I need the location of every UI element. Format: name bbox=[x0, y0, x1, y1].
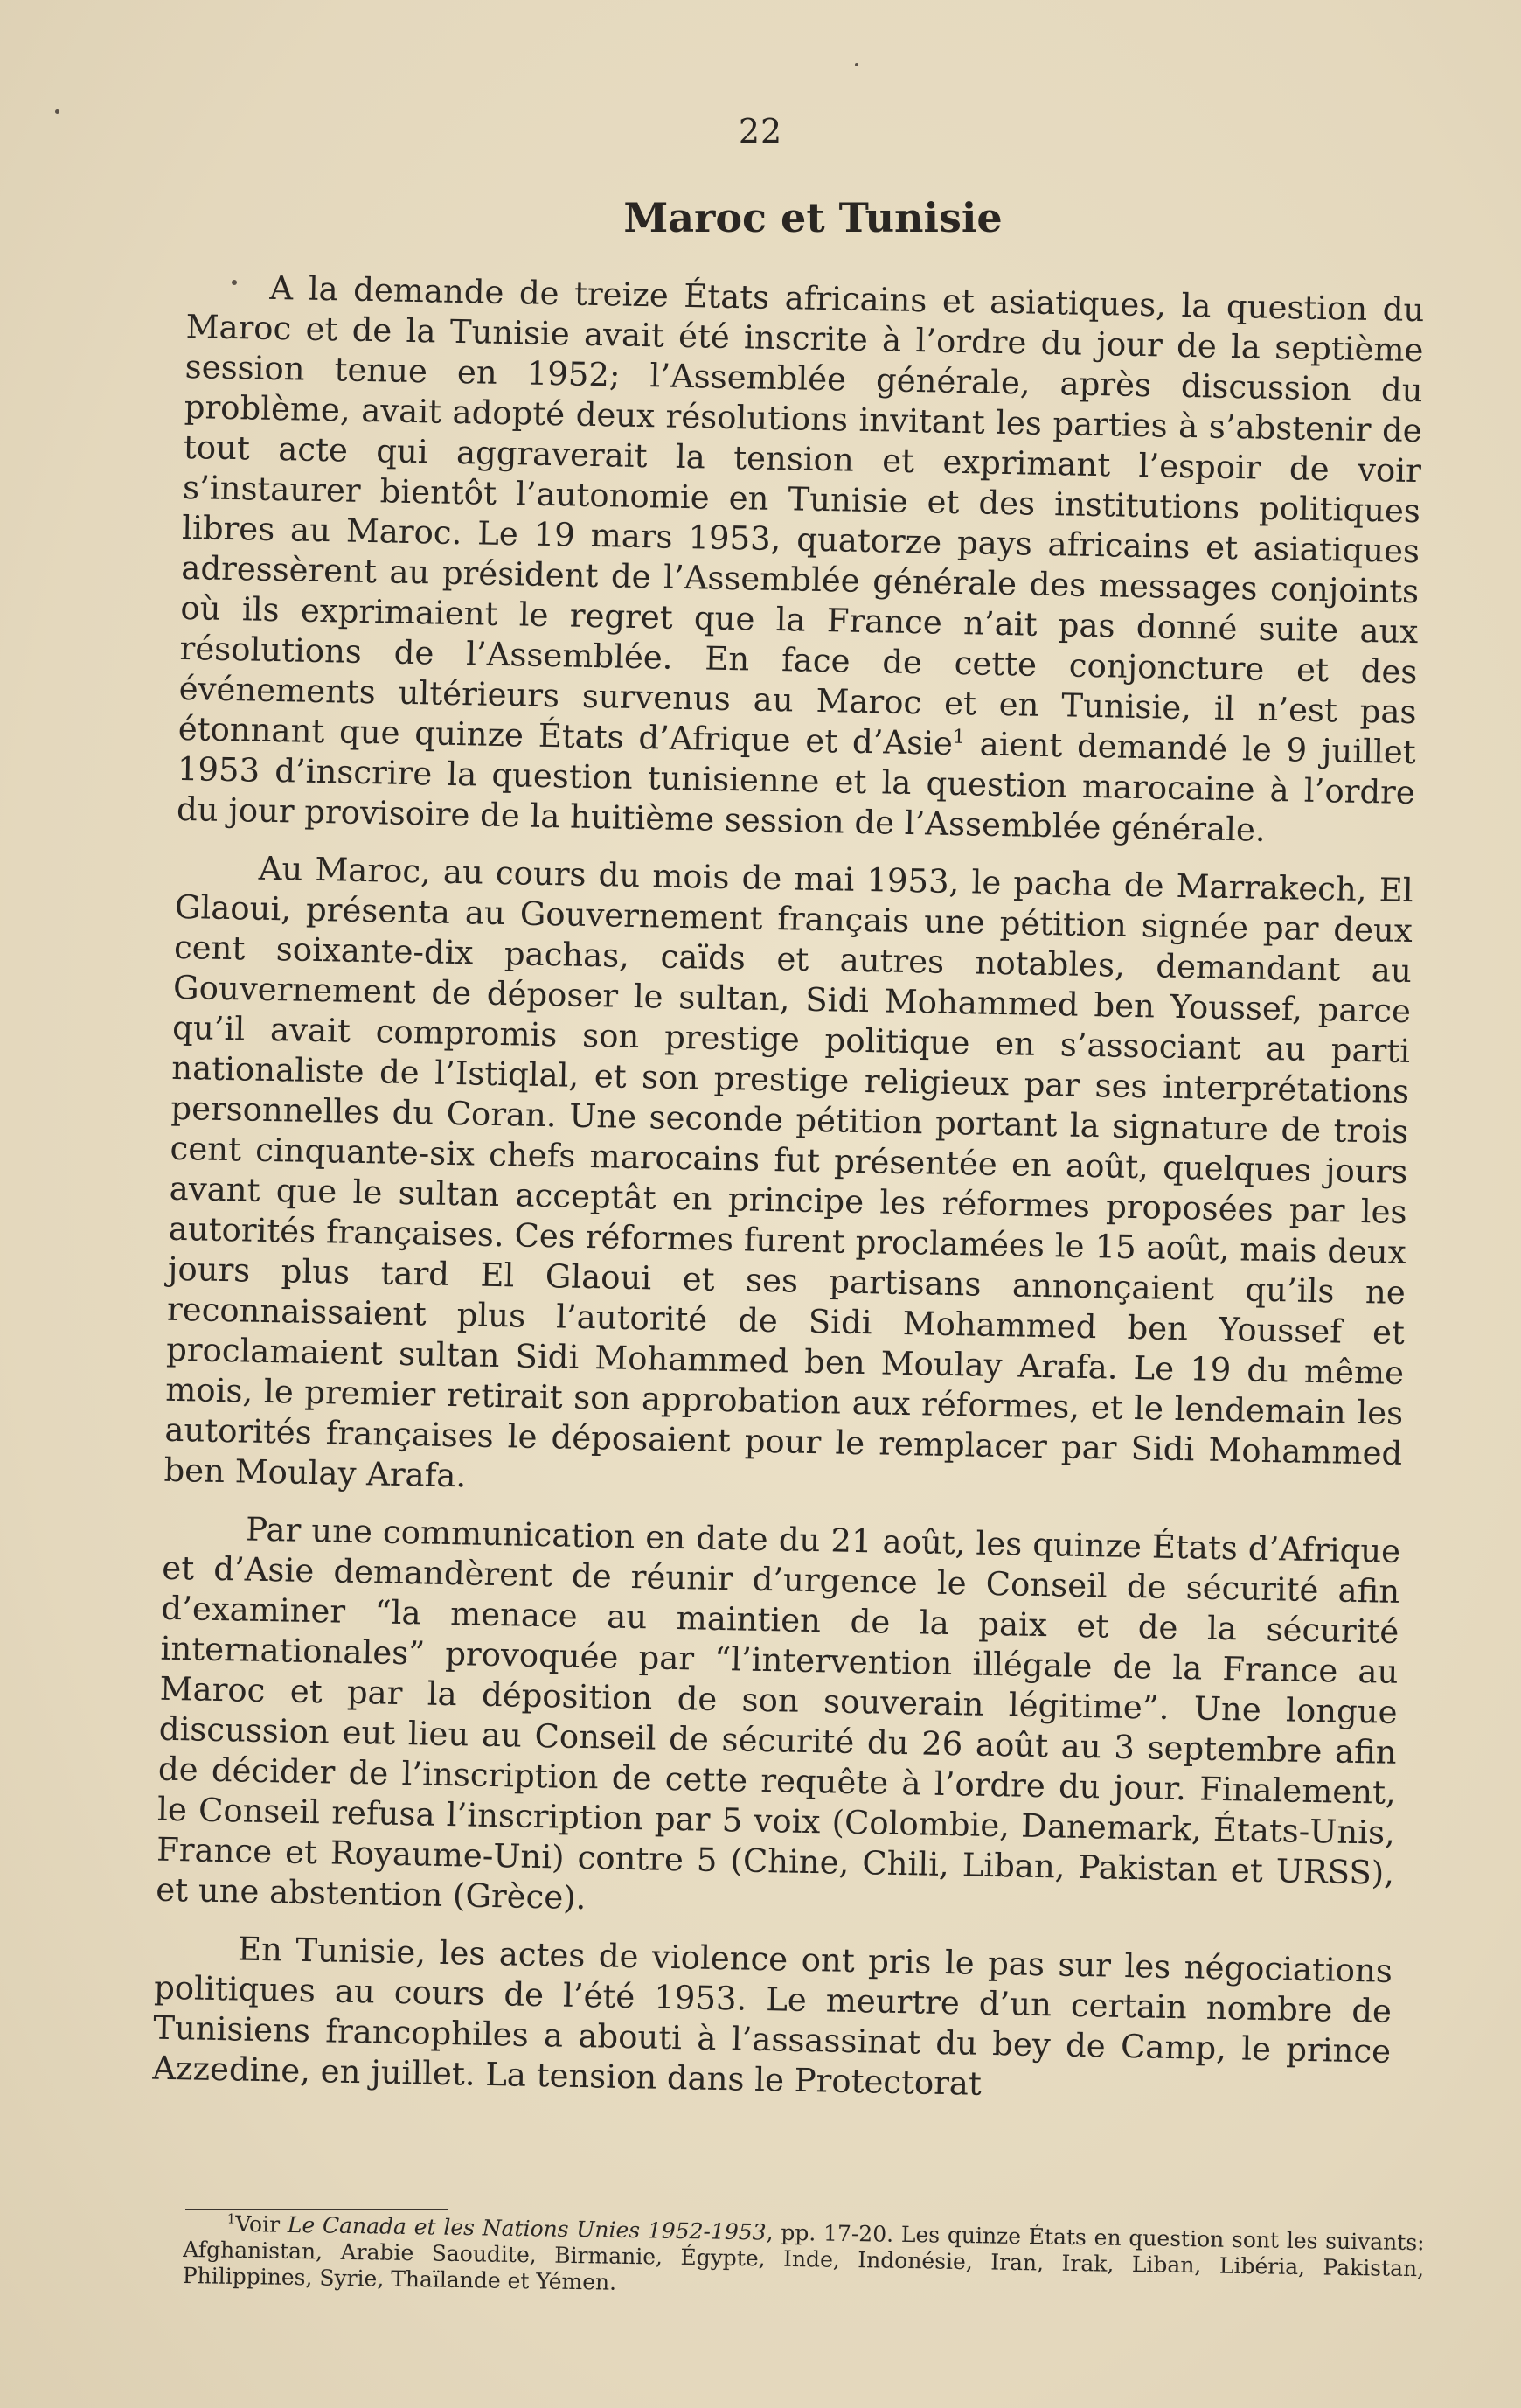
paragraph-1-text: A la demande de treize États africains et asiatiques, la question du Maroc et de la Tunisie avait été inscrite à l’ordre du jour de la septième session tenue en 1952; l’Assemblée générale, après discussion du problème, avait adopté deux résolutions invitant les parties à s’abstenir de tout acte qui aggraverait la tension et exprimant l’espoir de voir s’instaurer bientôt l’autonomie en Tunisie et des institutions politiques libres au Maroc. Le 19 mars 1953, quatorze pays africains et asiatiques adressèrent au président de l’Assemblée générale des messages conjoints où ils exprimaient le regret que la France n’ait pas donné suite aux résolutions de l’Assemblée. En face de cette conjoncture et des événements ultérieurs survenus au Maroc et en Tunisie, il n’est pas étonnant que quinze États d’Afrique et d’Asie bbox=[177, 268, 1425, 762]
paragraph-3: Par une communication en date du 21 août, les quinze États d’Afrique et d’Asie demandèrent de réunir d’urgence le Conseil de sécurité afin d’examiner “la menace au maintien de la paix et de la sécurité internationales” provoquée par “l’intervention illégale de la France au Maroc et par la déposition de son souverain légitime”. Une longue discussion eut lieu au Conseil de sécurité du 26 août au 3 septembre afin de décider de l’inscription de cette requête à l’ordre du jour. Finalement, le Conseil refusa l’inscription par 5 voix (Colombie, Danemark, États-Unis, France et Royaume-Uni) contre 5 (Chine, Chili, Liban, Pakistan et URSS), et une abstention (Grèce). bbox=[155, 1510, 1401, 1917]
paper-speck bbox=[55, 109, 59, 114]
page-number: 22 bbox=[738, 112, 783, 150]
paragraph-2: Au Maroc, au cours du mois de mai 1953, le pacha de Marrakech, El Glaoui, présenta au Gouvernement français une pétition signée par deux cent soixante-dix pachas, caïds et autres notables, demandant au Gouvernement de déposer le sultan, Sidi Mohammed ben Youssef, parce qu’il avait compromis son prestige politique en s’associant au parti nationaliste de l’Istiqlal, et son prestige religieux par ses interprétations personnelles du Coran. Une seconde pétition portant la signature de trois cent cinquante-six chefs marocains fut présentée en août, quelques jours avant que le sultan acceptât en principe les réformes proposées par les autorités françaises. Ces réformes furent proclamées le 15 août, mais deux jours plus tard El Glaoui et ses partisans annonçaient qu’ils ne reconnaissaient plus l’autorité de Sidi Mohammed ben Youssef et proclamaient sultan Sidi Mohammed ben Moulay Arafa. Le 19 du même mois, le premier retirait son approbation aux réformes, et le lendemain les autorités françaises le déposaient pour le remplacer par Sidi Mohammed ben Moulay Arafa. bbox=[163, 849, 1413, 1495]
footnote-reference-title: Le Canada et les Nations Unies 1952-1953 bbox=[287, 2211, 767, 2245]
footnote-text: , pp. 17-20. Les quinze États en question sont les suivants: Afghanistan, Arabie Saoudite, Birmanie, Égypte, Inde, Indonésie, Iran, Irak, Liban, Libéria, Pakistan, Philippines, Syrie, Thaïlande et Yémen. bbox=[182, 2219, 1425, 2295]
footnote-prefix: Voir bbox=[235, 2210, 288, 2237]
body-text bbox=[152, 267, 1425, 2130]
page-title: Maroc et Tunisie bbox=[623, 194, 1003, 241]
paragraph-1 bbox=[177, 267, 1425, 853]
paper-speck bbox=[855, 63, 858, 66]
footnote-marker: 1 bbox=[226, 2210, 236, 2227]
footnotes bbox=[183, 2210, 1425, 2308]
footnote-divider bbox=[185, 2209, 448, 2210]
paper-speck bbox=[232, 280, 237, 285]
footnote-reference: 1 bbox=[952, 726, 966, 748]
footnote-1 bbox=[183, 2210, 1425, 2308]
paragraph-1-text-cont: aient demandé le 9 juillet 1953 d’inscrire la question tunisienne et la question marocaine à l’ordre du jour provisoire de la huitième session de l’Assemblée générale. bbox=[176, 725, 1416, 849]
paragraph-4: En Tunisie, les actes de violence ont pris le pas sur les négociations politiques au cours de l’été 1953. Le meurtre d’un certain nombre de Tunisiens francophiles a abouti à l’assassinat du bey de Camp, le prince Azzedine, en juillet. La tension dans le Protectorat bbox=[152, 1930, 1393, 2103]
